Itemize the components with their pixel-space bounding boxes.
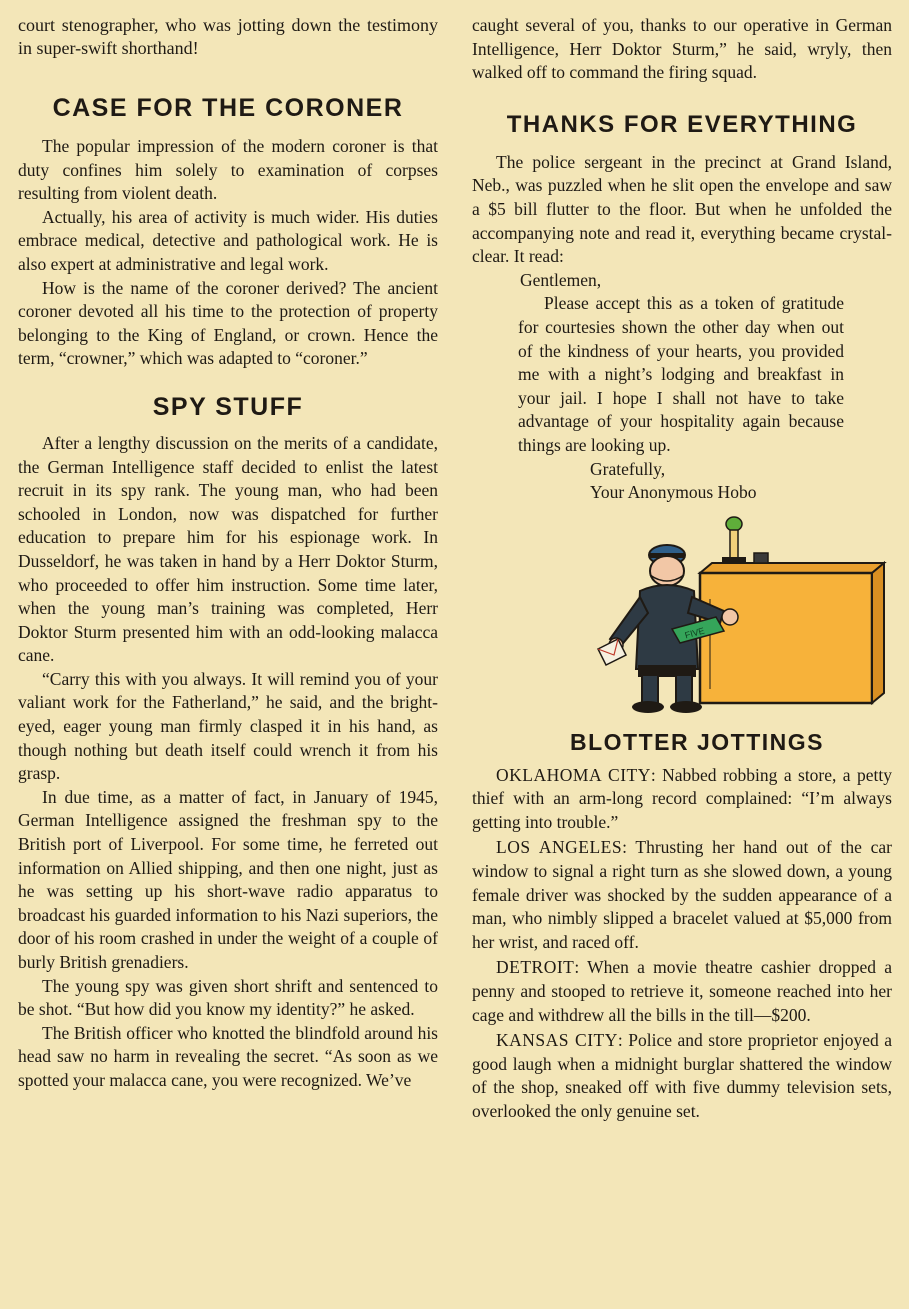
- spy-paragraph: “Carry this with you always. It will remind you of your valiant work for the Fatherland,” he said, and the bright-eyed, eager young man firmly clasped it in his hand, as though nothing but death itself could wrench it from his grasp.: [18, 668, 438, 784]
- blotter-item: [472, 836, 892, 954]
- sergeant-desk-drawing: [472, 509, 892, 729]
- spy-paragraph: The British officer who knotted the blindfold around his head saw no harm in revealing the secret. “As soon as we spotted your malacca cane, you were recognized. We’ve: [18, 1022, 438, 1090]
- blotter-city: OKLAHOMA CITY: [496, 764, 651, 785]
- envelope-icon: [598, 638, 626, 665]
- spy-paragraph: After a lengthy discussion on the merits of a candidate, the German Intelligence staff decided to enlist the latest recruit in its spy rank. The young man, who had been schooled in London, now was dispatched for further education to prepare him for his espionage work. In Dusseldorf, he was taken in hand by a Herr Doktor Sturm, who proceeded to offer him instruction. Some time later, when the young man’s training was completed, Herr Doktor Sturm presented him with an odd-looking malacca cane.: [18, 432, 438, 666]
- letter-body: Please accept this as a token of gratitude for courtesies shown the other day when out of the kindness of your hearts, you provided me with a night’s lodging and breakfast in your jail. I hope I shall not have to take advantage of your hospitality again because things are looking up.: [518, 293, 844, 455]
- right-column: [472, 14, 892, 1124]
- blotter-city: DETROIT: [496, 957, 575, 978]
- spy-continued-paragraph: caught several of you, thanks to our operative in German Intelligence, Herr Doktor Sturm,” he said, wryly, then walked off to command the firing squad.: [472, 15, 892, 83]
- blotter-heading: BLOTTER JOTTINGS: [570, 728, 824, 755]
- blotter-text: : Police and store proprietor enjoyed a good laugh when a midnight burglar shattered the window of the shop, sneaked off with five dummy television sets, overlooked the only genuine set.: [472, 1030, 892, 1121]
- blotter-item: [472, 1029, 892, 1123]
- letter-closing: Gratefully,: [590, 458, 666, 479]
- thanks-intro-paragraph: The police sergeant in the precinct at Grand Island, Neb., was puzzled when he slit open the envelope and saw a $5 bill flutter to the floor. But when he unfolded the accompanying note and read it, everything became crystal-clear. It read:: [472, 151, 892, 267]
- desk-lamp-icon: [722, 517, 746, 564]
- blotter-text: : Nabbed robbing a store, a petty thief with an arm-long record complained: “I’m always getting into trouble.”: [472, 764, 892, 832]
- desk-icon: [700, 563, 884, 703]
- intro-paragraph: court stenographer, who was jotting down the testimony in super-swift shorthand!: [18, 15, 438, 58]
- blotter-city: LOS ANGELES: [496, 837, 623, 858]
- blotter-city: KANSAS CITY: [496, 1030, 618, 1051]
- coroner-paragraph: Actually, his area of activity is much wider. His duties embrace medical, detective and pathological work. He is also expert at administrative and legal work.: [18, 206, 438, 274]
- spy-heading: SPY STUFF: [152, 392, 304, 421]
- bill-text: FIVE: [683, 625, 706, 641]
- spy-paragraph: In due time, as a matter of fact, in January of 1945, German Intelligence assigned the freshman spy to the British port of Liverpool. For some time, he ferreted out information on Allied shipping, and then one night, just as he was setting up his short-wave radio apparatus to broadcast his guarded information to his Nazi superiors, the door of his room crashed in under the weight of a couple of burly British grenadiers.: [18, 786, 438, 972]
- hobo-letter: [472, 269, 892, 505]
- letter-signature: Your Anonymous Hobo: [590, 482, 757, 503]
- blotter-item: [472, 764, 892, 835]
- coroner-paragraph: The popular impression of the modern coroner is that duty confines him solely to examination of corpses resulting from violent death.: [18, 136, 438, 204]
- blotter-text: : When a movie theatre cashier dropped a penny and stooped to retrieve it, someone reached into her cage and withdrew all the bills in the till—$200.: [472, 957, 892, 1025]
- coroner-paragraph: How is the name of the coroner derived? The ancient coroner devoted all his time to the protection of property belonging to the King of England, or crown. Hence the term, “crowner,” which was adapted to “coroner.”: [18, 277, 438, 369]
- coroner-heading: CASE FOR THE CORONER: [52, 94, 404, 122]
- police-sergeant-illustration: [472, 509, 892, 729]
- left-column: [18, 14, 438, 1093]
- blotter-item: [472, 956, 892, 1027]
- inkwell-icon: [754, 553, 768, 563]
- thanks-heading: THANKS FOR EVERYTHING: [506, 110, 858, 138]
- spy-paragraph: The young spy was given short shrift and sentenced to be shot. “But how did you know my identity?” he asked.: [18, 975, 438, 1020]
- letter-salutation: Gentlemen,: [520, 269, 602, 290]
- blotter-text: : Thrusting her hand out of the car window to signal a right turn as she slowed down, a young female driver was shocked by the sudden appearance of a man, who nimbly slipped a bracelet valued at $5,000 from her wrist, and raced off.: [472, 837, 892, 952]
